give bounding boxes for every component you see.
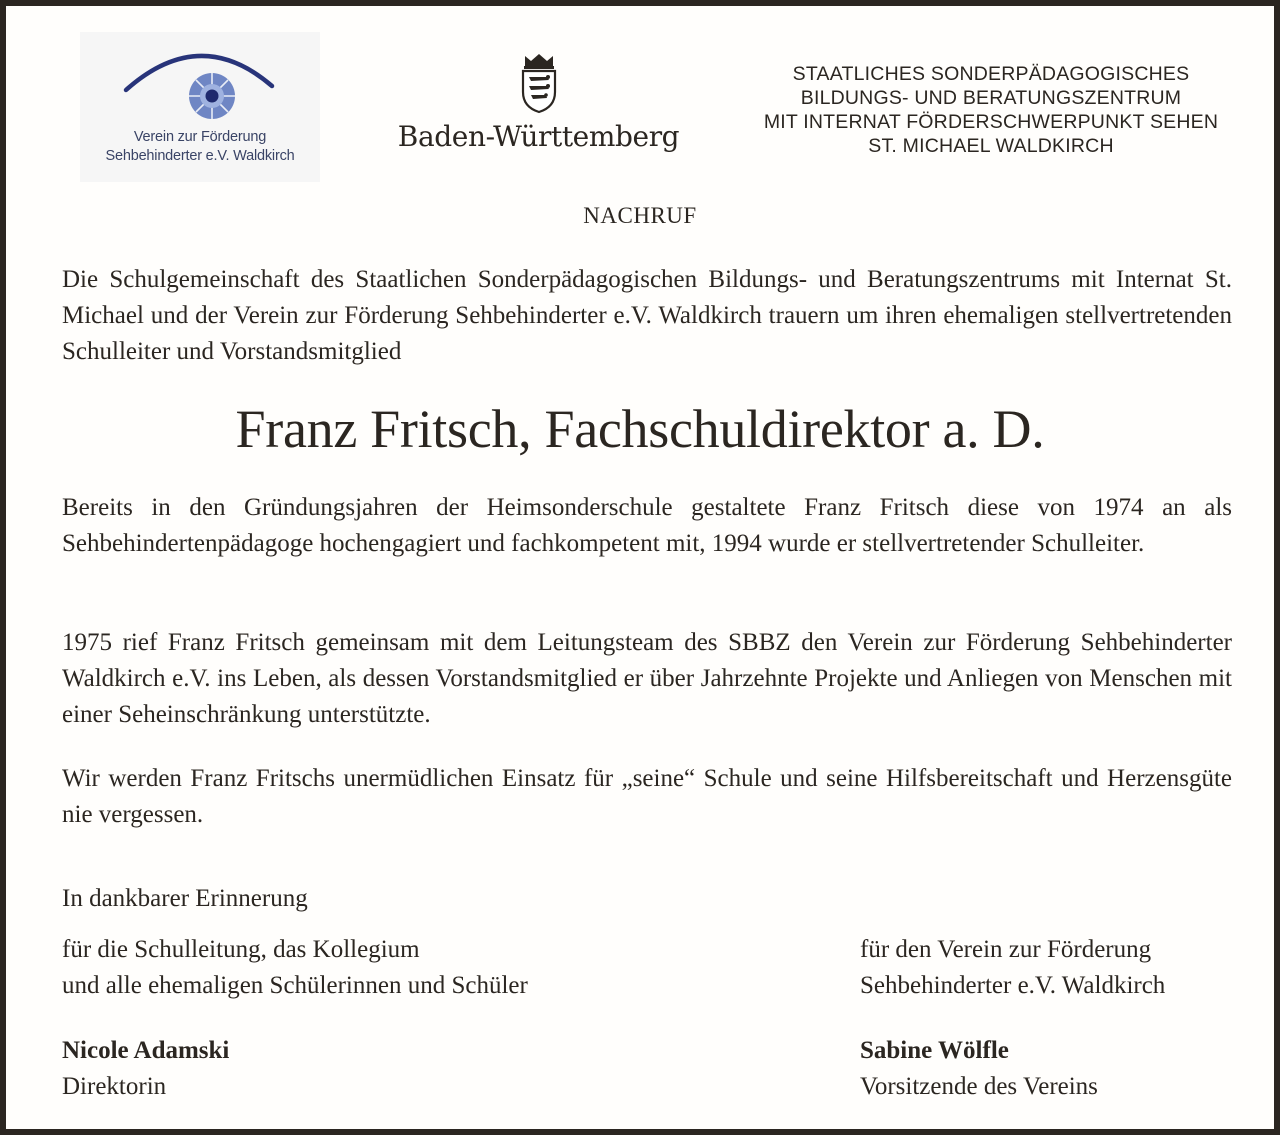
- signer-name: Sabine Wölfle: [860, 1037, 1009, 1064]
- school-header-line: MIT INTERNAT FÖRDERSCHWERPUNKT SEHEN: [763, 111, 1219, 133]
- school-header-line: ST. MICHAEL WALDKIRCH: [868, 135, 1114, 157]
- body-paragraph: Wir werden Franz Fritschs unermüdlichen Einsatz für „seine“ Schule und seine Hilfsbereitschaft und Herzensgüte nie vergessen.: [62, 765, 1232, 828]
- dedication-line: für den Verein zur Förderung: [860, 936, 1152, 963]
- body-paragraph: Bereits in den Gründungsjahren der Heimsonderschule gestaltete Franz Fritsch diese von 1974 an als Sehbehindertenpädagoge hochengagiert und fachkompetent mit, 1994 wurde er stellvertretender Schulleiter.: [62, 494, 1232, 557]
- school-dedication: [62, 932, 528, 1004]
- dedication-line: Sehbehinderter e.V. Waldkirch: [860, 972, 1166, 999]
- intro-paragraph: Die Schulgemeinschaft des Staatlichen Sonderpädagogischen Bildungs- und Beratungszentrums mit Internat St. Michael und der Verein zur Förderung Sehbehinderter e.V. Waldkirch trauern um ihren ehemaligen stellvertretenden Schulleiter und Vorstandsmitglied: [62, 266, 1232, 365]
- page-heading: NACHRUF: [583, 203, 697, 228]
- verein-logo-text: [80, 128, 320, 166]
- verein-logo: [80, 32, 320, 182]
- signer-verein: [860, 1033, 1098, 1105]
- deceased-name: Franz Fritsch, Fachschuldirektor a. D.: [235, 399, 1045, 459]
- dedication-line: für die Schulleitung, das Kollegium: [62, 936, 420, 963]
- body-paragraph: 1975 rief Franz Fritsch gemeinsam mit dem Leitungsteam des SBBZ den Verein zur Förderung Sehbehinderter Waldkirch e.V. ins Leben, als dessen Vorstandsmitglied er über Jahrzehnte Projekte und Anliegen von Menschen mit einer Seheinschränkung unterstützte.: [62, 629, 1232, 728]
- signer-role: Direktorin: [62, 1073, 167, 1100]
- dedication-line: und alle ehemaligen Schülerinnen und Schüler: [62, 972, 528, 999]
- school-header: [741, 62, 1241, 158]
- verein-logo-line2: Sehbehinderter e.V. Waldkirch: [105, 148, 295, 164]
- verein-dedication: [860, 932, 1165, 1004]
- school-header-line: STAATLICHES SONDERPÄDAGOGISCHES: [792, 63, 1190, 85]
- school-header-line: BILDUNGS- UND BERATUNGSZENTRUM: [800, 87, 1182, 109]
- eye-logo-icon: [116, 38, 284, 128]
- signer-school: [62, 1033, 229, 1105]
- signer-role: Vorsitzende des Vereins: [860, 1073, 1098, 1100]
- signer-name: Nicole Adamski: [62, 1037, 230, 1064]
- verein-logo-line1: Verein zur Förderung: [133, 129, 267, 145]
- state-name: Baden-Württemberg: [397, 120, 680, 153]
- closing-line: In dankbarer Erinnerung: [62, 885, 308, 912]
- state-logo: [396, 52, 681, 172]
- coat-of-arms-icon: [519, 52, 559, 114]
